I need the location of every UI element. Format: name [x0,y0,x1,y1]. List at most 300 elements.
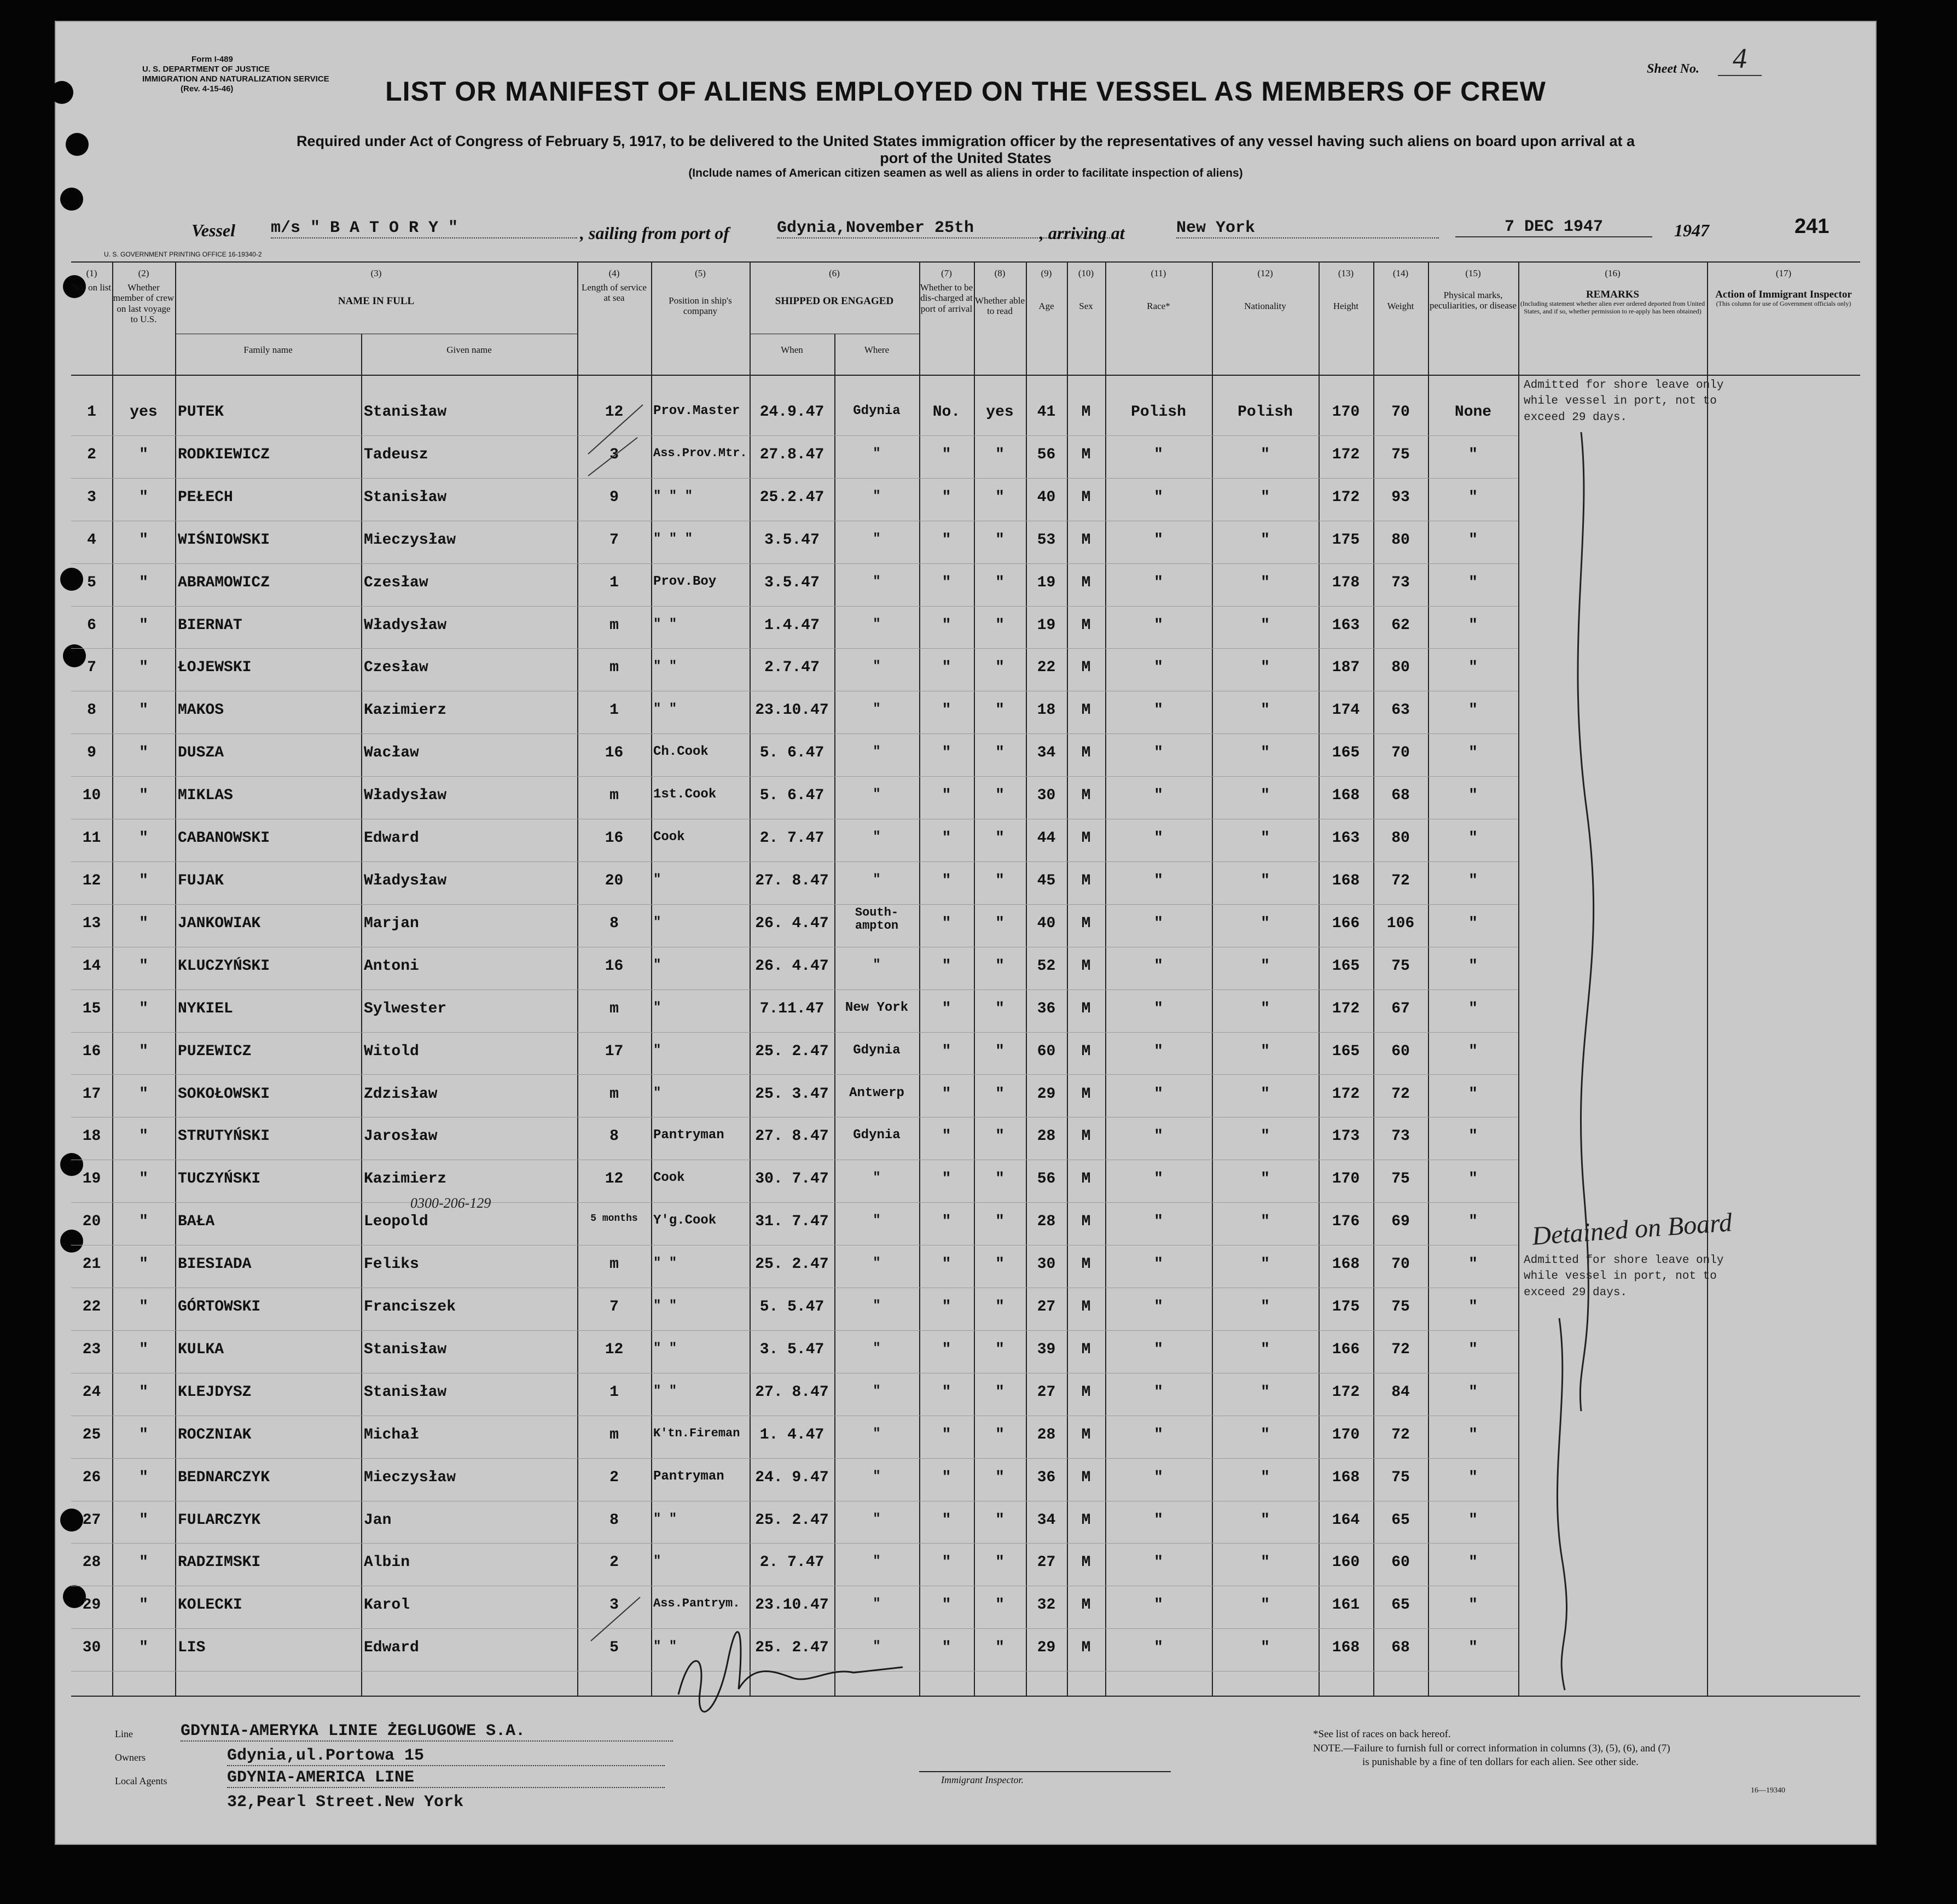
cell-read: " [995,616,1004,634]
col17-header: (17) Action of Immigrant Inspector (This column for use of Government officials only) [1715,268,1852,308]
line-value: GDYNIA-AMERYKA LINIE ŻEGLUGOWE S.A. [181,1722,673,1742]
cell-race: " [1154,1213,1163,1231]
cell-family: PUZEWICZ [178,1043,252,1060]
cell-marks: None [1454,404,1492,421]
cell-position: Cook [653,1171,685,1186]
cell-nat: " [1261,915,1270,932]
cell-no: 27 [82,1511,101,1529]
cell-no: 9 [87,744,96,762]
crew-table [71,261,1860,1697]
cell-last: " [139,702,148,719]
owners-label: Owners [115,1752,146,1763]
gpo-mark: U. S. GOVERNMENT PRINTING OFFICE 16-19340-2 [104,251,262,258]
col4-header: (4) Length of service at sea [582,268,647,304]
cell-marks: " [1468,531,1478,549]
cell-race: " [1154,1043,1163,1060]
cell-nat: " [1261,574,1270,591]
cell-family: CABANOWSKI [178,830,270,847]
cell-disch: " [942,1639,951,1657]
cell-age: 18 [1037,702,1056,719]
cell-age: 28 [1037,1213,1056,1231]
cell-weight: 60 [1391,1554,1410,1571]
punch-hole [66,133,89,156]
table-row [71,607,1518,650]
cell-where: " [873,1597,881,1612]
cell-race: " [1154,744,1163,762]
cell-height: 163 [1332,616,1360,634]
year: 1947 [1674,220,1709,240]
cell-no: 23 [82,1341,101,1358]
cell-service: 9 [609,488,619,506]
cell-weight: 69 [1391,1213,1410,1231]
cell-service: 12 [605,1341,624,1358]
cell-position: " " [653,702,677,717]
cell-last: " [139,574,148,591]
cell-no: 29 [82,1597,101,1614]
cell-race: " [1154,1554,1163,1571]
cell-family: WIŚNIOWSKI [178,531,270,549]
cell-last: " [139,1128,148,1145]
cell-marks: " [1468,957,1478,975]
cell-given: Leopold [364,1213,428,1231]
cell-given: Feliks [364,1256,419,1273]
cell-age: 22 [1037,659,1056,677]
cell-disch: " [942,1213,951,1231]
when-header: When [781,345,803,355]
cell-no: 18 [82,1128,101,1145]
cell-age: 45 [1037,872,1056,889]
cell-position: " " [653,616,677,632]
cell-position: Pantryman [653,1128,724,1143]
cell-when: 27.8.47 [759,446,824,463]
cell-read: " [995,531,1004,549]
cell-no: 26 [82,1469,101,1486]
cell-disch: " [942,531,951,549]
cell-nat: " [1261,1043,1270,1060]
table-row [71,1289,1518,1331]
table-row [71,692,1518,735]
table-row [71,1459,1518,1502]
cell-given: Witold [364,1043,419,1060]
cell-family: KULKA [178,1341,224,1358]
cell-sex: M [1081,488,1091,506]
cell-no: 16 [82,1043,101,1060]
cell-when: 26. 4.47 [755,957,829,975]
cell-where: " [873,488,881,504]
cell-race: " [1154,488,1163,506]
cell-marks: " [1468,830,1478,847]
table-row [71,905,1518,948]
cell-read: " [995,1341,1004,1358]
cell-marks: " [1468,1597,1478,1614]
cell-no: 11 [82,830,101,847]
cell-race: " [1154,1128,1163,1145]
cell-family: ROCZNIAK [178,1426,252,1443]
cell-height: 170 [1332,1171,1360,1188]
cell-given: Czesław [364,659,428,677]
cell-age: 56 [1037,446,1056,463]
cell-read: " [995,787,1004,805]
cell-given: Władysław [364,787,447,805]
cell-nat: " [1261,1171,1270,1188]
cell-age: 44 [1037,830,1056,847]
cell-no: 8 [87,702,96,719]
cell-race: " [1154,1085,1163,1103]
cell-sex: M [1081,1511,1091,1529]
cell-race: " [1154,446,1163,463]
cell-when: 25.2.47 [759,488,824,506]
cell-disch: " [942,1341,951,1358]
cell-age: 40 [1037,915,1056,932]
cell-height: 174 [1332,702,1360,719]
cell-service: 3 [609,446,619,463]
cell-marks: " [1468,1639,1478,1657]
cell-height: 168 [1332,1639,1360,1657]
cell-service: 3 [609,1597,619,1614]
cell-last: " [139,1341,148,1358]
cell-nat: " [1261,830,1270,847]
cell-sex: M [1081,1213,1091,1231]
cell-where: " [873,1469,881,1484]
cell-marks: " [1468,787,1478,805]
cell-last: " [139,1213,148,1231]
cell-race: " [1154,1426,1163,1443]
form-number: Form I-489 [191,55,233,64]
cell-when: 27. 8.47 [755,872,829,889]
row-rule [71,1543,1518,1544]
cell-where: " [873,531,881,546]
cell-weight: 80 [1391,659,1410,677]
cell-when: 24.9.47 [759,404,824,421]
cell-where: Antwerp [849,1085,904,1101]
cell-sex: M [1081,1085,1091,1103]
cell-race: " [1154,957,1163,975]
cell-weight: 93 [1391,488,1410,506]
cell-last: " [139,1554,148,1571]
cell-age: 30 [1037,1256,1056,1273]
cell-read: " [995,1256,1004,1273]
cell-given: Czesław [364,574,428,591]
cell-no: 19 [82,1171,101,1188]
row-rule [71,989,1518,990]
cell-race: " [1154,872,1163,889]
cell-read: " [995,1426,1004,1443]
cell-sex: M [1081,1426,1091,1443]
cell-nat: " [1261,1383,1270,1401]
cell-when: 23.10.47 [755,702,829,719]
cell-height: 173 [1332,1128,1360,1145]
table-row [71,1331,1518,1374]
row-rule [71,1458,1518,1459]
cell-service: 5 months [590,1213,638,1225]
cell-read: " [995,702,1004,719]
cell-no: 15 [82,1000,101,1017]
cell-when: 30. 7.47 [755,1171,829,1188]
cell-age: 60 [1037,1043,1056,1060]
cell-given: Franciszek [364,1299,456,1316]
cell-read: " [995,1299,1004,1316]
cell-height: 168 [1332,872,1360,889]
cell-race: " [1154,1383,1163,1401]
cell-position: " [653,1043,661,1058]
cell-last: " [139,830,148,847]
cell-when: 25. 2.47 [755,1256,829,1273]
cell-given: Marjan [364,915,419,932]
cell-weight: 72 [1391,1341,1410,1358]
cell-disch: " [942,1383,951,1401]
cell-race: " [1154,1299,1163,1316]
table-row [71,479,1518,522]
cell-position: Pantryman [653,1469,724,1484]
cell-age: 29 [1037,1085,1056,1103]
cell-sex: M [1081,744,1091,762]
cell-given: Wacław [364,744,419,762]
cell-disch: " [942,702,951,719]
row-rule [71,478,1518,479]
cell-given: Stanisław [364,404,447,421]
cell-service: 12 [605,1171,624,1188]
cell-age: 28 [1037,1426,1056,1443]
cell-disch: " [942,872,951,889]
cell-last: " [139,616,148,634]
department: U. S. DEPARTMENT OF JUSTICE [142,65,270,74]
cell-family: LIS [178,1639,206,1657]
cell-family: NYKIEL [178,1000,233,1017]
cell-read: " [995,1469,1004,1486]
cell-marks: " [1468,1469,1478,1486]
cell-given: Mieczysław [364,1469,456,1486]
cell-sex: M [1081,1554,1091,1571]
cell-weight: 65 [1391,1511,1410,1529]
cell-race: " [1154,915,1163,932]
cell-marks: " [1468,915,1478,932]
row-rule [71,1074,1518,1075]
cell-read: " [995,574,1004,591]
table-row [71,863,1518,905]
service-check-marks [577,372,651,1696]
cell-position: Prov.Master [653,404,740,419]
cell-service: 1 [609,702,619,719]
cell-service: 5 [609,1639,619,1657]
cell-family: STRUTYŃSKI [178,1128,270,1145]
cell-read: " [995,446,1004,463]
subtitle-line1: Required under Act of Congress of February 5, 1917, to be delivered to the United States immigration officer by the representatives of any vessel having such aliens on board upon arrival at a [296,133,1635,149]
cell-nat: " [1261,446,1270,463]
table-row [71,1544,1518,1587]
cell-height: 168 [1332,1469,1360,1486]
cell-disch: " [942,1511,951,1529]
cell-marks: " [1468,616,1478,634]
cell-nat: " [1261,1341,1270,1358]
cell-where: " [873,659,881,674]
cell-no: 1 [87,404,96,421]
cell-service: 16 [605,957,624,975]
inspector-signature [667,1629,914,1722]
col13-header: (13) Height [1333,268,1359,311]
cell-marks: " [1468,1511,1478,1529]
cell-where: " [873,446,881,461]
cell-where: " [873,1213,881,1228]
cell-no: 22 [82,1299,101,1316]
cell-service: m [609,1000,619,1017]
table-row [71,1118,1518,1161]
cell-no: 24 [82,1383,101,1401]
cell-height: 172 [1332,1383,1360,1401]
cell-marks: " [1468,1426,1478,1443]
date-stamp: 7 DEC 1947 [1455,218,1652,237]
cell-read: " [995,1554,1004,1571]
cell-when: 25. 2.47 [755,1043,829,1060]
cell-where: " [873,787,881,802]
cell-age: 29 [1037,1639,1056,1657]
table-row [71,948,1518,991]
row-rule [71,1032,1518,1033]
cell-height: 176 [1332,1213,1360,1231]
cell-marks: " [1468,1043,1478,1060]
cell-age: 27 [1037,1554,1056,1571]
cell-service: m [609,787,619,805]
cell-nat: " [1261,744,1270,762]
cell-where: " [873,1554,881,1569]
cell-marks: " [1468,1299,1478,1316]
cell-age: 28 [1037,1128,1056,1145]
cell-age: 34 [1037,744,1056,762]
cell-position: 1st.Cook [653,787,717,802]
cell-last: " [139,1299,148,1316]
cell-last: " [139,1469,148,1486]
cell-age: 32 [1037,1597,1056,1614]
cell-last: " [139,1639,148,1657]
cell-weight: 70 [1391,744,1410,762]
cell-disch: " [942,1043,951,1060]
cell-family: GÓRTOWSKI [178,1299,261,1316]
cell-when: 25. 3.47 [755,1085,829,1103]
cell-weight: 80 [1391,830,1410,847]
cell-race: " [1154,1256,1163,1273]
cell-disch: " [942,1299,951,1316]
cell-sex: M [1081,1171,1091,1188]
cell-height: 172 [1332,1085,1360,1103]
cell-family: TUCZYŃSKI [178,1171,261,1188]
cell-weight: 63 [1391,702,1410,719]
cell-service: 1 [609,574,619,591]
cell-race: " [1154,1639,1163,1657]
sailing-port: Gdynia,November 25th [777,219,1116,238]
cell-service: 7 [609,1299,619,1316]
page-number: 241 [1795,215,1830,238]
cell-where: New York [845,1000,909,1015]
cell-sex: M [1081,1469,1091,1486]
cell-disch: " [942,574,951,591]
cell-sex: M [1081,1597,1091,1614]
table-row [71,1203,1518,1246]
cell-weight: 68 [1391,1639,1410,1657]
cell-nat: " [1261,1597,1270,1614]
cell-race: " [1154,830,1163,847]
table-row [71,777,1518,820]
cell-read: " [995,830,1004,847]
cell-disch: " [942,744,951,762]
cell-when: 5. 6.47 [759,744,824,762]
cell-last: " [139,1426,148,1443]
cell-height: 161 [1332,1597,1360,1614]
cell-position: K'tn.Fireman [653,1426,740,1440]
cell-position: " " [653,1383,677,1399]
cell-where: " [873,574,881,589]
table-row [71,1374,1518,1417]
cell-where: " [873,1171,881,1186]
cell-where: " [873,1341,881,1356]
cell-given: Mieczysław [364,531,456,549]
subtitle [109,133,1822,180]
cell-last: " [139,1383,148,1401]
cell-read: " [995,744,1004,762]
cell-height: 166 [1332,1341,1360,1358]
cell-read: " [995,659,1004,677]
cell-sex: M [1081,616,1091,634]
cell-sex: M [1081,872,1091,889]
cell-height: 165 [1332,1043,1360,1060]
cell-weight: 106 [1386,915,1415,932]
cell-disch: " [942,830,951,847]
cell-race: " [1154,659,1163,677]
cell-read: " [995,1000,1004,1017]
cell-sex: M [1081,1299,1091,1316]
cell-height: 168 [1332,787,1360,805]
cell-where: " [873,1299,881,1314]
punch-hole [60,188,83,211]
cell-weight: 72 [1391,1085,1410,1103]
cell-weight: 62 [1391,616,1410,634]
cell-disch: " [942,957,951,975]
cell-service: 17 [605,1043,624,1060]
cell-given: Edward [364,830,419,847]
row-rule [71,776,1518,777]
cell-weight: 60 [1391,1043,1410,1060]
owners-value: Gdynia,ul.Portowa 15 [227,1746,665,1766]
cell-weight: 65 [1391,1597,1410,1614]
cell-when: 7.11.47 [759,1000,824,1017]
cell-where: South-ampton [855,905,899,933]
cell-service: m [609,1256,619,1273]
cell-position: " " [653,1511,677,1527]
table-row [71,1246,1518,1289]
cell-when: 3.5.47 [764,574,820,591]
cell-height: 165 [1332,957,1360,975]
cell-disch: " [942,446,951,463]
cell-no: 7 [87,659,96,677]
cell-marks: " [1468,744,1478,762]
cell-when: 27. 8.47 [755,1128,829,1145]
cell-sex: M [1081,957,1091,975]
cell-where: " [873,957,881,973]
cell-given: Michał [364,1426,419,1443]
col10-header: (10) Sex [1078,268,1094,311]
cell-marks: " [1468,1341,1478,1358]
cell-where: " [873,1511,881,1527]
cell-disch: " [942,1171,951,1188]
cell-marks: " [1468,872,1478,889]
cell-given: Sylwester [364,1000,447,1017]
cell-where: " [873,830,881,845]
cell-read: " [995,1511,1004,1529]
cell-given: Kazimierz [364,1171,447,1188]
remarks-block-2: Admitted for shore leave only while vessel in port, not to exceed 29 days. [1524,1254,1724,1299]
cell-read: " [995,1171,1004,1188]
cell-given: Władysław [364,616,447,634]
cell-marks: " [1468,1128,1478,1145]
cell-marks: " [1468,1085,1478,1103]
